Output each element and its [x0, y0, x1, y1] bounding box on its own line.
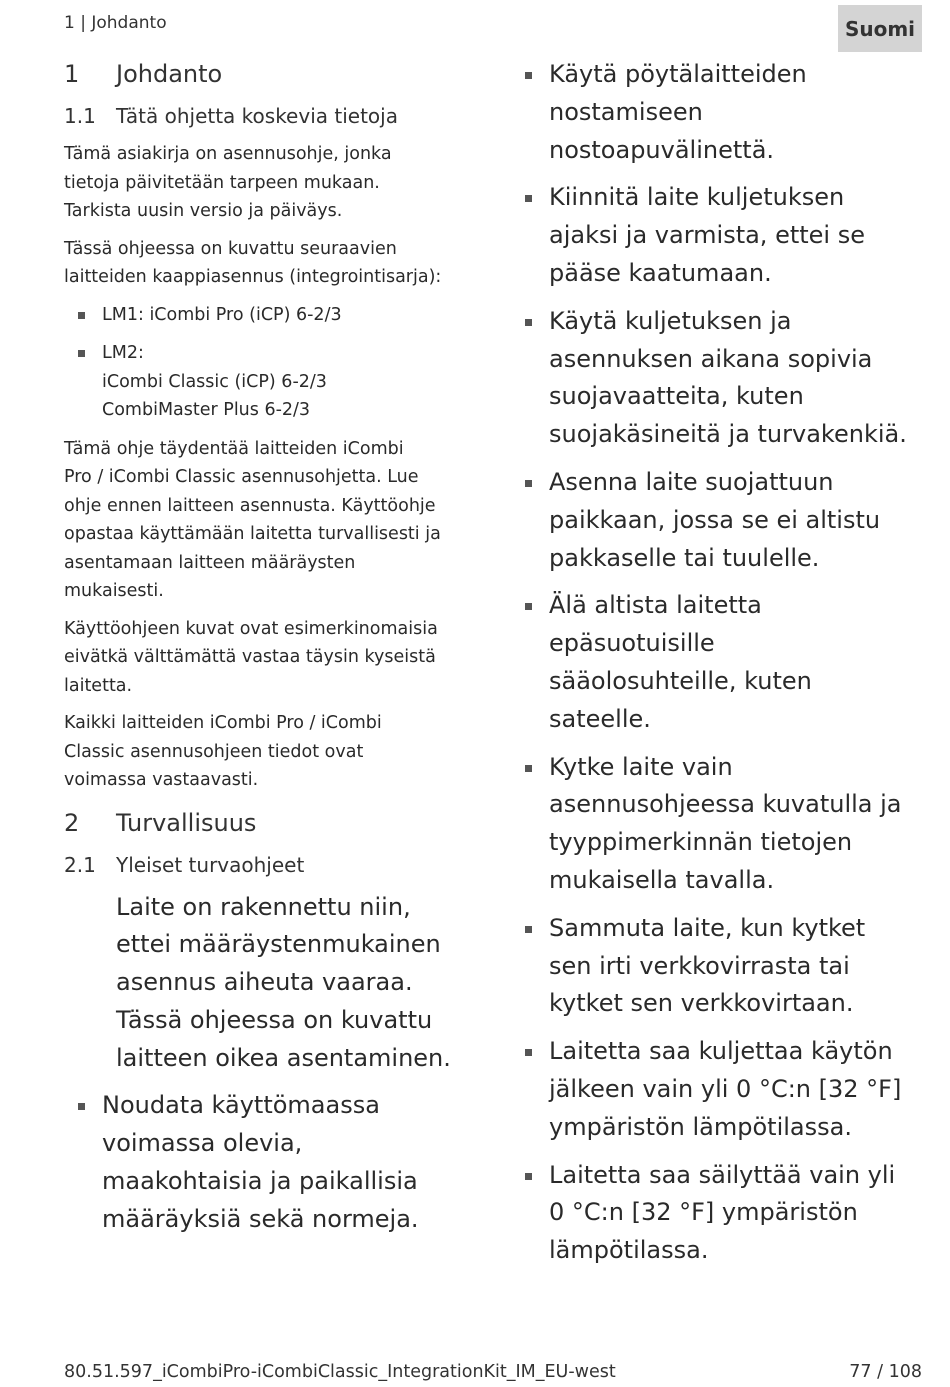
text-line: asentamaan laitteen määräysten: [64, 552, 356, 573]
square-bullet-icon: [525, 765, 532, 772]
text-line: opastaa käyttämään laitetta turvallisesti ja: [64, 524, 441, 544]
square-bullet-icon: [525, 319, 532, 326]
paragraph: [64, 235, 476, 292]
text-line: Sammuta laite, kun kytket: [549, 913, 866, 942]
square-bullet-icon: [78, 312, 85, 319]
text-line: asennus aiheuta vaaraa.: [116, 968, 413, 997]
text-line: Asenna laite suojattuun: [549, 467, 834, 496]
text-line: asennuksen aikana sopivia: [549, 344, 873, 373]
safety-list-left: [64, 1087, 476, 1238]
text-line: määräyksiä sekä normeja.: [102, 1204, 419, 1233]
text-line: mukaisella tavalla.: [549, 865, 775, 894]
document-id: 80.51.597_iCombiPro-iCombiClassic_IntegrationKit_IM_EU-west: [64, 1362, 616, 1382]
text-line: Tämä asiakirja on asennusohje, jonka: [64, 144, 392, 164]
text-line: nostoapuvälinettä.: [549, 135, 775, 164]
text-line: ohje ennen laitteen asennusta. Käyttöohje: [64, 495, 436, 516]
text-line: Käyttöohjeen kuvat ovat esimerkinomaisia: [64, 618, 438, 639]
square-bullet-icon: [525, 1049, 532, 1056]
text-line: nostamiseen: [549, 97, 703, 126]
text-line: kytket sen verkkovirtaan.: [549, 989, 854, 1018]
text-line: Käytä pöytälaitteiden: [549, 60, 807, 88]
text-line: mukaisesti.: [64, 581, 164, 601]
list-item: [64, 339, 476, 425]
text-line: iCombi Classic (iCP) 6-2/3: [102, 371, 327, 392]
list-item: [64, 1087, 476, 1238]
list-item: [520, 1157, 930, 1270]
text-line: jälkeen vain yli 0 °C:n [32 °F]: [549, 1074, 902, 1103]
list-item: [64, 301, 476, 330]
text-line: laitteen oikea asentaminen.: [116, 1043, 451, 1072]
square-bullet-icon: [525, 195, 532, 202]
text-line: Kaikki laitteiden iCombi Pro / iCombi: [64, 713, 382, 733]
square-bullet-icon: [78, 1103, 85, 1110]
text-line: Pro / iCombi Classic asennusohjetta. Lue: [64, 467, 419, 487]
paragraph: [64, 140, 476, 226]
text-line: laitetta.: [64, 675, 133, 696]
text-line: sääolosuhteille, kuten: [549, 666, 812, 695]
text-line: Tarkista uusin versio ja päiväys.: [64, 201, 343, 221]
safety-intro: [116, 889, 476, 1078]
text-line: suojavaatteita, kuten: [549, 382, 804, 411]
language-tab: Suomi: [838, 5, 922, 52]
text-line: ettei määräystenmukainen: [116, 930, 441, 959]
right-column: [520, 56, 930, 1280]
text-line: LM1: iCombi Pro (iCP) 6-2/3: [102, 304, 342, 325]
paragraph: [64, 435, 476, 606]
text-line: Classic asennusohjeen tiedot ovat: [64, 741, 364, 762]
square-bullet-icon: [525, 72, 532, 79]
text-line: LM2:: [102, 343, 144, 363]
text-line: Tämä ohje täydentää laitteiden iCombi: [64, 438, 404, 459]
text-line: pakkaselle tai tuulelle.: [549, 543, 820, 572]
text-line: voimassa olevia,: [102, 1129, 303, 1158]
text-line: Tässä ohjeessa on kuvattu: [116, 1005, 433, 1034]
list-item: [520, 749, 930, 900]
paragraph: [64, 709, 476, 795]
text-line: Älä altista laitetta: [549, 591, 762, 620]
section-2-title: Turvallisuus: [116, 808, 257, 837]
paragraph: [64, 615, 476, 701]
text-line: pääse kaatumaan.: [549, 258, 772, 287]
text-line: asennusohjeessa kuvatulla ja: [549, 790, 902, 819]
text-line: suojakäsineitä ja turvakenkiä.: [549, 420, 907, 449]
section-2-heading: [64, 807, 476, 839]
section-1-title: Johdanto: [116, 60, 223, 88]
text-line: epäsuotuisille: [549, 629, 715, 658]
text-line: Laitetta saa kuljettaa käytön: [549, 1037, 893, 1066]
text-line: Laite on rakennettu niin,: [116, 892, 411, 921]
section-1-1-heading: [64, 102, 476, 130]
text-line: 0 °C:n [32 °F] ympäristön: [549, 1198, 858, 1227]
safety-list-right: [520, 56, 930, 1270]
text-line: maakohtaisia ja paikallisia: [102, 1167, 418, 1196]
list-item: [520, 56, 930, 169]
text-line: lämpötilassa.: [549, 1236, 709, 1265]
text-line: Kiinnitä laite kuljetuksen: [549, 183, 845, 212]
text-line: ympäristön lämpötilassa.: [549, 1112, 852, 1141]
section-2-number: 2: [64, 808, 80, 837]
list-item: [520, 587, 930, 738]
square-bullet-icon: [525, 926, 532, 933]
page-number: 77 / 108: [849, 1362, 922, 1382]
text-line: tietoja päivitetään tarpeen mukaan.: [64, 172, 380, 193]
text-line: tyyppimerkinnän tietojen: [549, 828, 853, 857]
text-line: Laitetta saa säilyttää vain yli: [549, 1160, 896, 1189]
text-line: laitteiden kaappiasennus (integrointisarja):: [64, 267, 442, 287]
text-line: sateelle.: [549, 704, 651, 733]
text-line: paikkaan, jossa se ei altistu: [549, 505, 881, 534]
section-2-1-heading: [64, 851, 476, 879]
running-header: 1 | Johdanto: [64, 13, 167, 33]
square-bullet-icon: [525, 1173, 532, 1180]
text-line: Noudata käyttömaassa: [102, 1091, 380, 1120]
text-line: Kytke laite vain: [549, 752, 733, 781]
section-2-1-title: Yleiset turvaohjeet: [116, 852, 305, 877]
list-item: [520, 910, 930, 1023]
list-item: [520, 303, 930, 454]
text-line: CombiMaster Plus 6-2/3: [102, 400, 311, 420]
list-item: [520, 1033, 930, 1146]
text-line: voimassa vastaavasti.: [64, 770, 259, 790]
list-item: [520, 179, 930, 292]
section-1-1-title: Tätä ohjetta koskevia tietoja: [116, 104, 398, 128]
section-2-1-number: 2.1: [64, 852, 96, 877]
left-column: [64, 58, 476, 1249]
text-line: eivätkä välttämättä vastaa täysin kyseistä: [64, 647, 436, 667]
square-bullet-icon: [78, 350, 85, 357]
text-line: Tässä ohjeessa on kuvattu seuraavien: [64, 238, 397, 259]
text-line: ajaksi ja varmista, ettei se: [549, 221, 865, 250]
model-list: [64, 301, 476, 425]
text-line: Käytä kuljetuksen ja: [549, 306, 792, 335]
section-1-1-number: 1.1: [64, 104, 96, 128]
square-bullet-icon: [525, 603, 532, 610]
section-1-number: 1: [64, 60, 80, 88]
section-1-heading: [64, 58, 476, 90]
square-bullet-icon: [525, 480, 532, 487]
list-item: [520, 464, 930, 577]
text-line: sen irti verkkovirrasta tai: [549, 951, 850, 980]
